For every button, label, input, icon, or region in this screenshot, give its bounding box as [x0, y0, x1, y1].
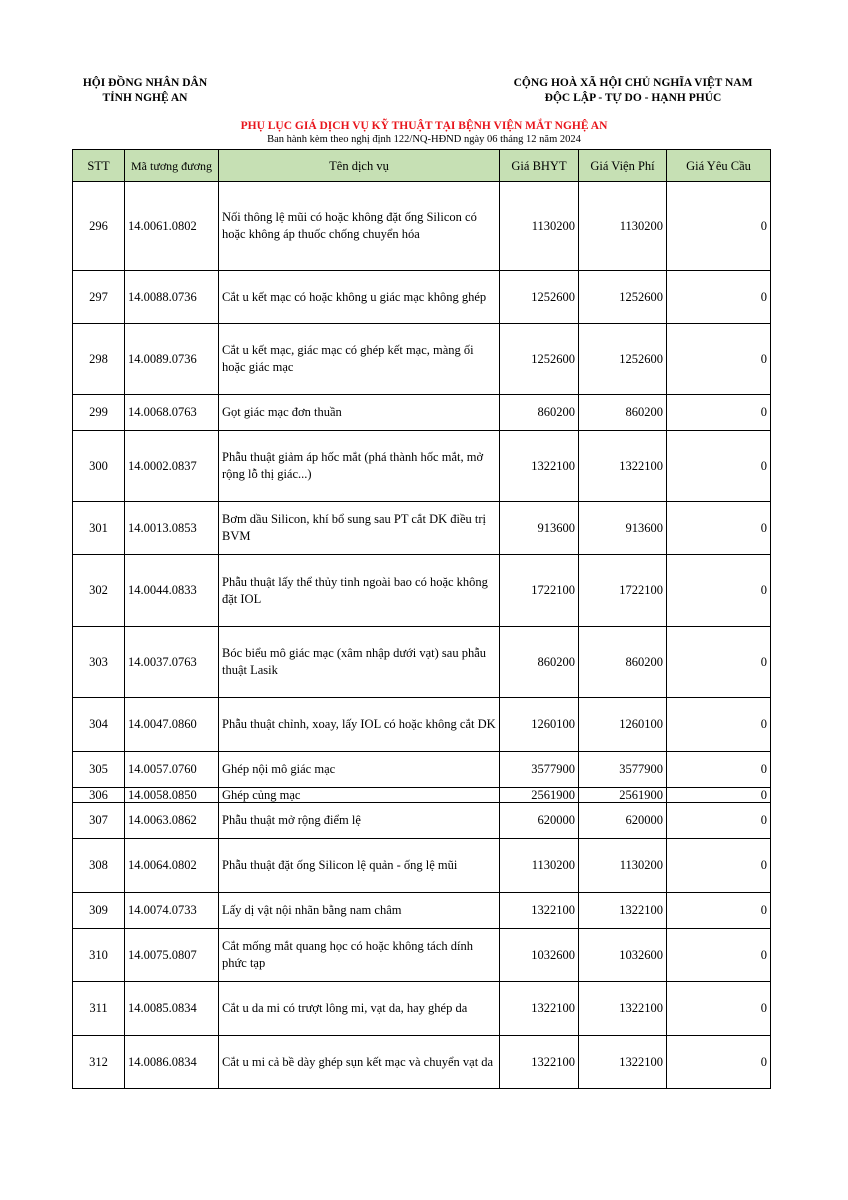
- cell-service-name: Cắt u da mi có trượt lông mi, vạt da, hay ghép da: [219, 982, 500, 1036]
- table-row: [73, 752, 771, 788]
- cell-code: 14.0002.0837: [125, 431, 219, 502]
- cell-price-vienphi: 1252600: [579, 324, 667, 395]
- cell-price-yeucau: 0: [667, 324, 771, 395]
- cell-price-vienphi: 1130200: [579, 182, 667, 271]
- issuer-line-2: TỈNH NGHỆ AN: [102, 92, 188, 104]
- document-title: PHỤ LỤC GIÁ DỊCH VỤ KỸ THUẬT TẠI BỆNH VIỆN MẮT NGHỆ AN: [240, 120, 608, 132]
- table-row: [73, 324, 771, 395]
- cell-code: 14.0089.0736: [125, 324, 219, 395]
- table-row: [73, 982, 771, 1036]
- cell-price-bhyt: 1322100: [500, 982, 579, 1036]
- cell-price-vienphi: 2561900: [579, 788, 667, 803]
- table-row: [73, 395, 771, 431]
- cell-price-bhyt: 1260100: [500, 698, 579, 752]
- cell-price-yeucau: 0: [667, 893, 771, 929]
- cell-price-bhyt: 1322100: [500, 893, 579, 929]
- cell-price-vienphi: 1130200: [579, 839, 667, 893]
- price-table: [72, 149, 771, 1089]
- cell-stt: 302: [73, 555, 125, 627]
- cell-price-yeucau: 0: [667, 982, 771, 1036]
- national-motto-block: [488, 76, 778, 106]
- cell-price-vienphi: 913600: [579, 502, 667, 555]
- cell-service-name: Phẫu thuật chỉnh, xoay, lấy IOL có hoặc không cắt DK: [219, 698, 500, 752]
- cell-stt: 298: [73, 324, 125, 395]
- table-row: [73, 803, 771, 839]
- cell-stt: 301: [73, 502, 125, 555]
- cell-price-yeucau: 0: [667, 627, 771, 698]
- cell-price-bhyt: 3577900: [500, 752, 579, 788]
- cell-price-bhyt: 913600: [500, 502, 579, 555]
- cell-stt: 305: [73, 752, 125, 788]
- table-row: [73, 929, 771, 982]
- cell-stt: 297: [73, 271, 125, 324]
- cell-price-vienphi: 1260100: [579, 698, 667, 752]
- cell-stt: 299: [73, 395, 125, 431]
- cell-price-vienphi: 3577900: [579, 752, 667, 788]
- cell-price-bhyt: 1252600: [500, 324, 579, 395]
- table-row: [73, 502, 771, 555]
- cell-stt: 303: [73, 627, 125, 698]
- col-header-vienphi: Giá Viện Phí: [579, 150, 667, 182]
- cell-service-name: Bóc biểu mô giác mạc (xâm nhập dưới vạt) sau phẫu thuật Lasik: [219, 627, 500, 698]
- national-name: CỘNG HOÀ XÃ HỘI CHỦ NGHĨA VIỆT NAM: [513, 77, 753, 89]
- cell-stt: 306: [73, 788, 125, 803]
- col-header-stt: STT: [73, 150, 125, 182]
- cell-price-yeucau: 0: [667, 395, 771, 431]
- table-row: [73, 271, 771, 324]
- cell-code: 14.0063.0862: [125, 803, 219, 839]
- cell-price-yeucau: 0: [667, 555, 771, 627]
- cell-service-name: Cắt u kết mạc, giác mạc có ghép kết mạc, màng ối hoặc giác mạc: [219, 324, 500, 395]
- table-header-row: [73, 150, 771, 182]
- cell-service-name: Cắt u kết mạc có hoặc không u giác mạc không ghép: [219, 271, 500, 324]
- cell-service-name: Cắt mống mắt quang học có hoặc không tách dính phức tạp: [219, 929, 500, 982]
- cell-code: 14.0064.0802: [125, 839, 219, 893]
- cell-service-name: Bơm dầu Silicon, khí bổ sung sau PT cắt DK điều trị BVM: [219, 502, 500, 555]
- table-row: [73, 555, 771, 627]
- cell-price-yeucau: 0: [667, 788, 771, 803]
- cell-price-yeucau: 0: [667, 752, 771, 788]
- cell-stt: 312: [73, 1036, 125, 1089]
- cell-service-name: Phẫu thuật mở rộng điểm lệ: [219, 803, 500, 839]
- cell-service-name: Phẫu thuật đặt ống Silicon lệ quản - ống lệ mũi: [219, 839, 500, 893]
- cell-code: 14.0047.0860: [125, 698, 219, 752]
- cell-code: 14.0086.0834: [125, 1036, 219, 1089]
- table-row: [73, 431, 771, 502]
- cell-price-yeucau: 0: [667, 431, 771, 502]
- cell-price-yeucau: 0: [667, 182, 771, 271]
- cell-service-name: Cắt u mi cả bề dày ghép sụn kết mạc và chuyển vạt da: [219, 1036, 500, 1089]
- col-header-name: Tên dịch vụ: [219, 150, 500, 182]
- cell-price-vienphi: 1032600: [579, 929, 667, 982]
- table-row: [73, 839, 771, 893]
- cell-price-vienphi: 1322100: [579, 893, 667, 929]
- cell-price-yeucau: 0: [667, 502, 771, 555]
- cell-price-vienphi: 1722100: [579, 555, 667, 627]
- cell-service-name: Ghép củng mạc: [219, 788, 500, 803]
- cell-code: 14.0058.0850: [125, 788, 219, 803]
- national-motto: ĐỘC LẬP - TỰ DO - HẠNH PHÚC: [544, 92, 722, 104]
- issuer-line-1: HỘI ĐỒNG NHÂN DÂN: [82, 77, 208, 89]
- cell-price-vienphi: 1322100: [579, 982, 667, 1036]
- cell-stt: 304: [73, 698, 125, 752]
- cell-code: 14.0061.0802: [125, 182, 219, 271]
- cell-price-bhyt: 860200: [500, 395, 579, 431]
- cell-price-yeucau: 0: [667, 698, 771, 752]
- cell-code: 14.0088.0736: [125, 271, 219, 324]
- cell-code: 14.0075.0807: [125, 929, 219, 982]
- cell-price-vienphi: 620000: [579, 803, 667, 839]
- col-header-code: Mã tương đương: [125, 150, 219, 182]
- cell-price-bhyt: 1130200: [500, 839, 579, 893]
- cell-code: 14.0013.0853: [125, 502, 219, 555]
- cell-stt: 309: [73, 893, 125, 929]
- cell-price-bhyt: 860200: [500, 627, 579, 698]
- table-row: [73, 788, 771, 803]
- cell-code: 14.0085.0834: [125, 982, 219, 1036]
- cell-service-name: Phẫu thuật lấy thể thủy tinh ngoài bao có hoặc không đặt IOL: [219, 555, 500, 627]
- cell-price-bhyt: 1722100: [500, 555, 579, 627]
- cell-code: 14.0068.0763: [125, 395, 219, 431]
- cell-code: 14.0074.0733: [125, 893, 219, 929]
- cell-price-yeucau: 0: [667, 271, 771, 324]
- table-row: [73, 627, 771, 698]
- cell-price-vienphi: 1322100: [579, 1036, 667, 1089]
- cell-service-name: Phẫu thuật giảm áp hốc mắt (phá thành hốc mắt, mở rộng lỗ thị giác...): [219, 431, 500, 502]
- cell-service-name: Ghép nội mô giác mạc: [219, 752, 500, 788]
- cell-code: 14.0057.0760: [125, 752, 219, 788]
- document-subtitle: Ban hành kèm theo nghị định 122/NQ-HĐND ngày 06 tháng 12 năm 2024: [267, 134, 581, 145]
- cell-price-bhyt: 1130200: [500, 182, 579, 271]
- table-row: [73, 1036, 771, 1089]
- cell-price-vienphi: 860200: [579, 627, 667, 698]
- cell-price-bhyt: 2561900: [500, 788, 579, 803]
- cell-service-name: Nối thông lệ mũi có hoặc không đặt ống Silicon có hoặc không áp thuốc chống chuyển hóa: [219, 182, 500, 271]
- cell-price-bhyt: 620000: [500, 803, 579, 839]
- cell-stt: 311: [73, 982, 125, 1036]
- table-row: [73, 893, 771, 929]
- table-row: [73, 698, 771, 752]
- cell-price-yeucau: 0: [667, 929, 771, 982]
- cell-price-yeucau: 0: [667, 803, 771, 839]
- cell-stt: 310: [73, 929, 125, 982]
- cell-service-name: Lấy dị vật nội nhãn bằng nam châm: [219, 893, 500, 929]
- cell-price-yeucau: 0: [667, 839, 771, 893]
- cell-price-bhyt: 1252600: [500, 271, 579, 324]
- cell-price-bhyt: 1032600: [500, 929, 579, 982]
- issuer-block: [60, 76, 230, 106]
- cell-code: 14.0037.0763: [125, 627, 219, 698]
- cell-price-yeucau: 0: [667, 1036, 771, 1089]
- col-header-yeucau: Giá Yêu Cầu: [667, 150, 771, 182]
- cell-price-vienphi: 1322100: [579, 431, 667, 502]
- table-row: [73, 182, 771, 271]
- cell-price-bhyt: 1322100: [500, 431, 579, 502]
- col-header-bhyt: Giá BHYT: [500, 150, 579, 182]
- cell-price-vienphi: 860200: [579, 395, 667, 431]
- cell-stt: 300: [73, 431, 125, 502]
- cell-service-name: Gọt giác mạc đơn thuần: [219, 395, 500, 431]
- cell-stt: 308: [73, 839, 125, 893]
- cell-stt: 307: [73, 803, 125, 839]
- cell-price-vienphi: 1252600: [579, 271, 667, 324]
- cell-stt: 296: [73, 182, 125, 271]
- cell-price-bhyt: 1322100: [500, 1036, 579, 1089]
- cell-code: 14.0044.0833: [125, 555, 219, 627]
